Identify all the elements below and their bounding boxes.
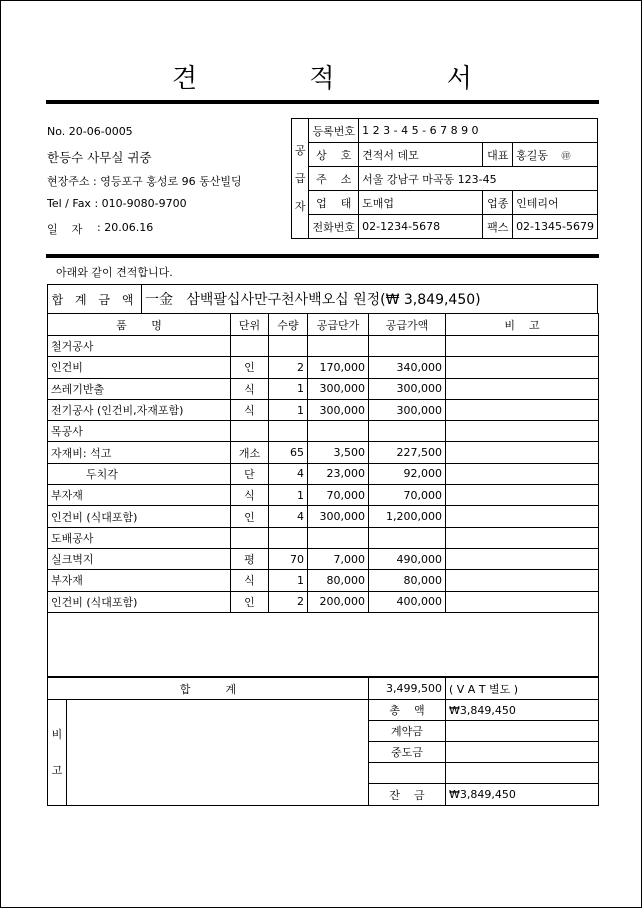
title-underline (46, 100, 599, 104)
cell-remarks (446, 336, 599, 357)
intro-text: 아래와 같이 견적합니다. (56, 266, 173, 279)
seal-mark: ㊞ (561, 151, 571, 162)
representative-cell (513, 143, 598, 167)
summary-value-balance: ₩3,849,450 (446, 784, 599, 806)
table-row (48, 399, 599, 420)
table-row (48, 591, 599, 612)
cell-unit-price: 23,000 (308, 463, 369, 484)
cell-unit-price (308, 421, 369, 442)
items-body (48, 336, 599, 613)
cell-unit: 식 (231, 378, 269, 399)
cell-quantity: 4 (269, 463, 308, 484)
address-label: 주 소 (309, 167, 359, 191)
table-row (48, 336, 599, 357)
cell-quantity: 2 (269, 591, 308, 612)
cell-unit: 개소 (231, 442, 269, 463)
table-row (48, 570, 599, 591)
table-row (48, 548, 599, 569)
cell-remarks (446, 527, 599, 548)
sum-label: 합 계 (48, 678, 369, 700)
cell-remarks (446, 357, 599, 378)
blank-area (48, 612, 599, 676)
cell-quantity: 65 (269, 442, 308, 463)
address-value: 서울 강남구 마곡동 123-45 (359, 167, 598, 191)
cell-unit-price (308, 336, 369, 357)
site-address: 현장주소 : 영등포구 홍성로 96 동산빌딩 (47, 175, 242, 188)
cell-unit-price: 300,000 (308, 399, 369, 420)
items-header-row (48, 314, 599, 336)
items-table (47, 313, 599, 677)
summary-label-balance: 잔 금 (369, 784, 446, 806)
cell-quantity (269, 527, 308, 548)
cell-amount (369, 336, 446, 357)
cell-item-name: 인건비 (식대포함) (48, 506, 231, 527)
total-amount-table (47, 284, 598, 314)
cell-quantity: 70 (269, 548, 308, 569)
blank-row (48, 612, 599, 676)
business-type-label: 업종 (483, 191, 513, 215)
remarks-area (67, 700, 369, 806)
summary-label-total: 총 액 (369, 700, 446, 721)
cell-unit-price: 170,000 (308, 357, 369, 378)
cell-quantity: 1 (269, 378, 308, 399)
cell-item-name: 두치각 (48, 463, 231, 484)
cell-remarks (446, 421, 599, 442)
company-name-label: 상 호 (309, 143, 359, 167)
summary-label-interim: 중도금 (369, 742, 446, 763)
date-value: : 20.06.16 (97, 221, 154, 234)
document-title: 견 적 서 (172, 64, 524, 94)
cell-amount: 300,000 (369, 378, 446, 399)
cell-unit (231, 336, 269, 357)
cell-amount: 92,000 (369, 463, 446, 484)
cell-remarks (446, 378, 599, 399)
total-amount-value: 一金 삼백팔십사만구천사백오십 원정(₩ 3,849,450) (142, 285, 598, 314)
cell-unit: 인 (231, 506, 269, 527)
remarks-char-2: 고 (51, 763, 63, 777)
cell-unit-price (308, 527, 369, 548)
cell-unit: 식 (231, 399, 269, 420)
cell-unit-price: 3,500 (308, 442, 369, 463)
summary-value-total: ₩3,849,450 (446, 700, 599, 721)
cell-quantity: 1 (269, 570, 308, 591)
table-row (48, 527, 599, 548)
cell-item-name: 부자재 (48, 485, 231, 506)
supplier-side-label (292, 119, 309, 239)
cell-amount: 1,200,000 (369, 506, 446, 527)
header-quantity: 수량 (269, 314, 308, 336)
cell-amount: 70,000 (369, 485, 446, 506)
cell-unit-price: 80,000 (308, 570, 369, 591)
cell-amount: 490,000 (369, 548, 446, 569)
fax-label: 팩스 (483, 215, 513, 239)
remarks-side-label (48, 700, 67, 806)
cell-unit (231, 421, 269, 442)
supplier-char-3: 자 (294, 199, 306, 213)
phone-label: 전화번호 (309, 215, 359, 239)
summary-value-interim (446, 742, 599, 763)
cell-item-name: 실크벽지 (48, 548, 231, 569)
business-value: 도매업 (359, 191, 483, 215)
business-type-value: 인테리어 (513, 191, 598, 215)
cell-unit: 식 (231, 485, 269, 506)
cell-amount: 340,000 (369, 357, 446, 378)
table-row (48, 378, 599, 399)
reg-label: 등록번호 (309, 119, 359, 143)
cell-amount (369, 421, 446, 442)
business-label: 업 태 (309, 191, 359, 215)
cell-unit-price: 70,000 (308, 485, 369, 506)
cell-amount (369, 527, 446, 548)
cell-item-name: 인건비 (48, 357, 231, 378)
cell-item-name: 부자재 (48, 570, 231, 591)
cell-remarks (446, 548, 599, 569)
cell-unit: 식 (231, 570, 269, 591)
representative-value: 홍길동 (516, 148, 548, 162)
cell-quantity: 1 (269, 485, 308, 506)
cell-item-name: 목공사 (48, 421, 231, 442)
cell-remarks (446, 485, 599, 506)
cell-amount: 300,000 (369, 399, 446, 420)
cell-remarks (446, 399, 599, 420)
table-row (48, 506, 599, 527)
cell-item-name: 쓰레기반출 (48, 378, 231, 399)
header-remarks: 비 고 (446, 314, 599, 336)
phone-value: 02-1234-5678 (359, 215, 483, 239)
cell-unit (231, 527, 269, 548)
table-row (48, 421, 599, 442)
table-row (48, 463, 599, 484)
cell-item-name: 전기공사 (인건비,자재포함) (48, 399, 231, 420)
date-label: 일 자 (47, 223, 83, 236)
header-item-name: 품 명 (48, 314, 231, 336)
cell-item-name: 인건비 (식대포함) (48, 591, 231, 612)
cell-item-name: 철거공사 (48, 336, 231, 357)
cell-remarks (446, 463, 599, 484)
supplier-char-2: 급 (294, 171, 306, 185)
supplier-table (291, 118, 598, 239)
representative-label: 대표 (483, 143, 513, 167)
cell-unit: 인 (231, 357, 269, 378)
fax-value: 02-1345-5679 (513, 215, 598, 239)
summary-label-blank (369, 763, 446, 784)
cell-quantity (269, 421, 308, 442)
supplier-char-1: 공 (294, 143, 306, 157)
remarks-char-1: 비 (51, 727, 63, 741)
vat-note: ( V A T 별도 ) (446, 678, 599, 700)
cell-unit-price: 300,000 (308, 506, 369, 527)
tel-fax: Tel / Fax : 010-9080-9700 (47, 197, 187, 210)
table-row (48, 442, 599, 463)
summary-value-deposit (446, 721, 599, 742)
header-unit: 단위 (231, 314, 269, 336)
cell-remarks (446, 570, 599, 591)
cell-item-name: 자재비: 석고 (48, 442, 231, 463)
cell-quantity: 4 (269, 506, 308, 527)
cell-unit-price: 7,000 (308, 548, 369, 569)
table-row (48, 485, 599, 506)
summary-label-deposit: 계약금 (369, 721, 446, 742)
cell-item-name: 도배공사 (48, 527, 231, 548)
sum-value: 3,499,500 (369, 678, 446, 700)
header-amount: 공급가액 (369, 314, 446, 336)
header-unit-price: 공급단가 (308, 314, 369, 336)
company-name-value: 견적서 데모 (359, 143, 483, 167)
cell-remarks (446, 506, 599, 527)
cell-unit: 단 (231, 463, 269, 484)
total-amount-label: 합 계 금 액 (48, 285, 142, 314)
cell-remarks (446, 442, 599, 463)
cell-unit-price: 300,000 (308, 378, 369, 399)
info-divider (46, 254, 599, 258)
document-number: No. 20-06-0005 (47, 125, 133, 138)
summary-table (47, 677, 599, 806)
cell-quantity: 1 (269, 399, 308, 420)
cell-quantity: 2 (269, 357, 308, 378)
summary-value-blank (446, 763, 599, 784)
cell-amount: 227,500 (369, 442, 446, 463)
cell-amount: 400,000 (369, 591, 446, 612)
cell-unit: 인 (231, 591, 269, 612)
cell-amount: 80,000 (369, 570, 446, 591)
cell-remarks (446, 591, 599, 612)
cell-unit: 평 (231, 548, 269, 569)
reg-value: 1 2 3 - 4 5 - 6 7 8 9 0 (359, 119, 598, 143)
table-row (48, 357, 599, 378)
recipient: 한등수 사무실 귀중 (47, 150, 152, 165)
cell-quantity (269, 336, 308, 357)
cell-unit-price: 200,000 (308, 591, 369, 612)
